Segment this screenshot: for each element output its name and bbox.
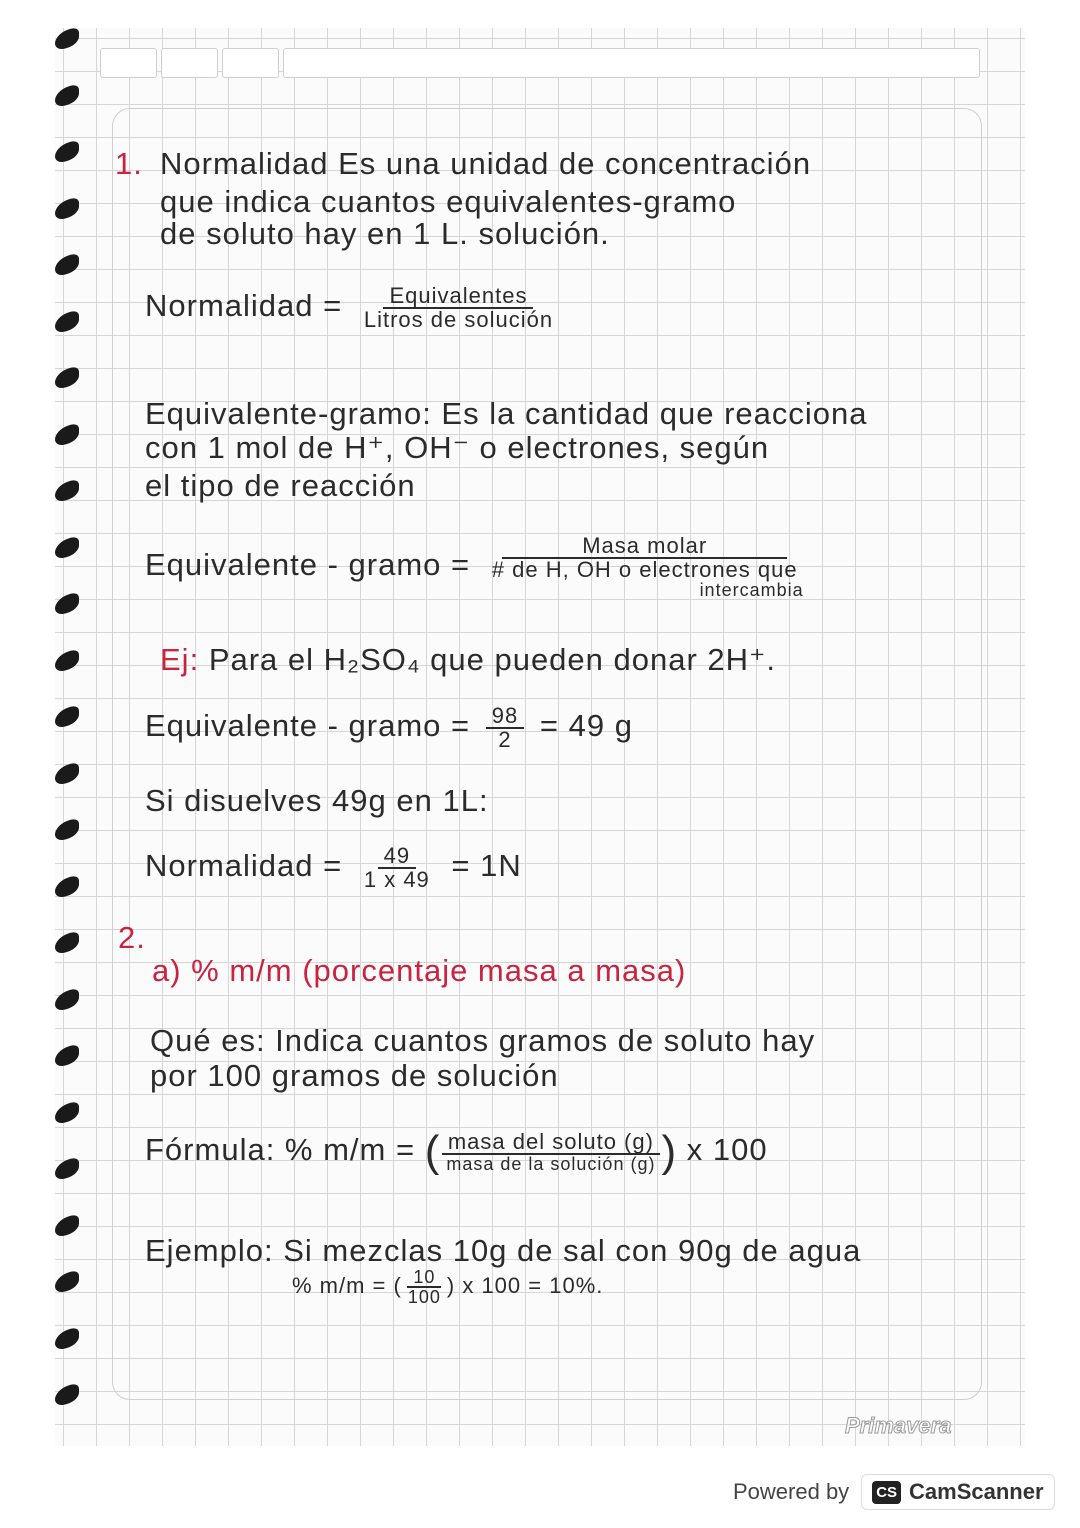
eq-definition-line: el tipo de reacción xyxy=(145,468,416,503)
calc-suffix: ) x 100 = 10%. xyxy=(446,1272,604,1298)
camscanner-brand: CamScanner xyxy=(909,1479,1044,1504)
primavera-logo: Primavera xyxy=(845,1413,952,1438)
definition-line: Normalidad Es una unidad de concentración xyxy=(160,146,812,181)
formula-numerator: Masa molar xyxy=(502,535,787,559)
dissolve-line: Si disuelves 49g en 1L: xyxy=(145,783,489,818)
section-heading: a) % m/m (porcentaje masa a masa) xyxy=(152,953,687,988)
what-line: Qué es: Indica cuantos gramos de soluto hay xyxy=(150,1023,816,1058)
calc-label: Normalidad = xyxy=(145,848,343,884)
calc-result: = 49 g xyxy=(539,708,633,744)
formula-denominator: # de H, OH o electrones que xyxy=(491,557,798,582)
section-number-1: 1. xyxy=(115,146,143,181)
example-line xyxy=(160,644,776,675)
calc-denominator: 100 xyxy=(407,1287,441,1307)
powered-by-text: Powered by xyxy=(733,1479,850,1504)
calc-numerator: 49 xyxy=(378,845,416,869)
formula-tail: x 100 xyxy=(686,1132,768,1168)
eq-definition-line: Equivalente-gramo: Es la cantidad que reacciona xyxy=(145,396,868,431)
camscanner-footer xyxy=(733,1474,1055,1510)
formula-denominator: masa de la solución (g) xyxy=(446,1154,656,1174)
percent-formula: Fórmula: % m/m = ( $\frac{\text{masa del soluto (g)}}{\text{masa de la solución (g)}}$ ) x 100 xyxy=(145,1127,768,1176)
eq-definition-line: con 1 mol de H⁺, OH⁻ o electrones, según xyxy=(145,430,770,465)
calc-label: Equivalente - gramo = xyxy=(145,708,471,744)
what-line: por 100 gramos de solución xyxy=(150,1058,559,1093)
definition-line: de soluto hay en 1 L. solución. xyxy=(160,216,610,251)
calc-equivalente xyxy=(145,705,633,751)
formula-label: Equivalente - gramo = xyxy=(145,547,471,583)
example-line: Ejemplo: Si mezclas 10g de sal con 90g de agua xyxy=(145,1233,862,1268)
formula-numerator: Equivalentes xyxy=(383,285,533,309)
calc-prefix: % m/m = ( xyxy=(292,1272,402,1298)
example-text: Para el H₂SO₄ que pueden donar 2H⁺. xyxy=(208,642,777,677)
formula-numerator: masa del soluto (g) xyxy=(442,1131,660,1155)
calc-normalidad xyxy=(145,845,522,891)
definition-line: que indica cuantos equivalentes-gramo xyxy=(160,184,737,219)
formula-label: Fórmula: % m/m = xyxy=(145,1132,416,1168)
formula-denominator-cont: intercambia xyxy=(699,580,804,600)
calc-numerator: 10 xyxy=(407,1268,441,1288)
example-calc xyxy=(292,1268,603,1306)
eq-gramo-formula xyxy=(145,535,810,599)
formula-label: Normalidad = xyxy=(145,288,343,324)
camscanner-badge xyxy=(861,1474,1054,1510)
calc-denominator: 2 xyxy=(498,727,512,752)
normalidad-formula xyxy=(145,285,565,331)
calc-numerator: 98 xyxy=(486,705,524,729)
camscanner-icon: CS xyxy=(872,1481,901,1504)
calc-result: = 1N xyxy=(451,848,522,884)
formula-denominator: Litros de solución xyxy=(363,307,554,332)
section-number-2: 2. xyxy=(118,920,146,955)
example-prefix: Ej: xyxy=(160,642,200,677)
calc-denominator: 1 x 49 xyxy=(363,867,430,892)
header-boxes xyxy=(100,48,980,78)
